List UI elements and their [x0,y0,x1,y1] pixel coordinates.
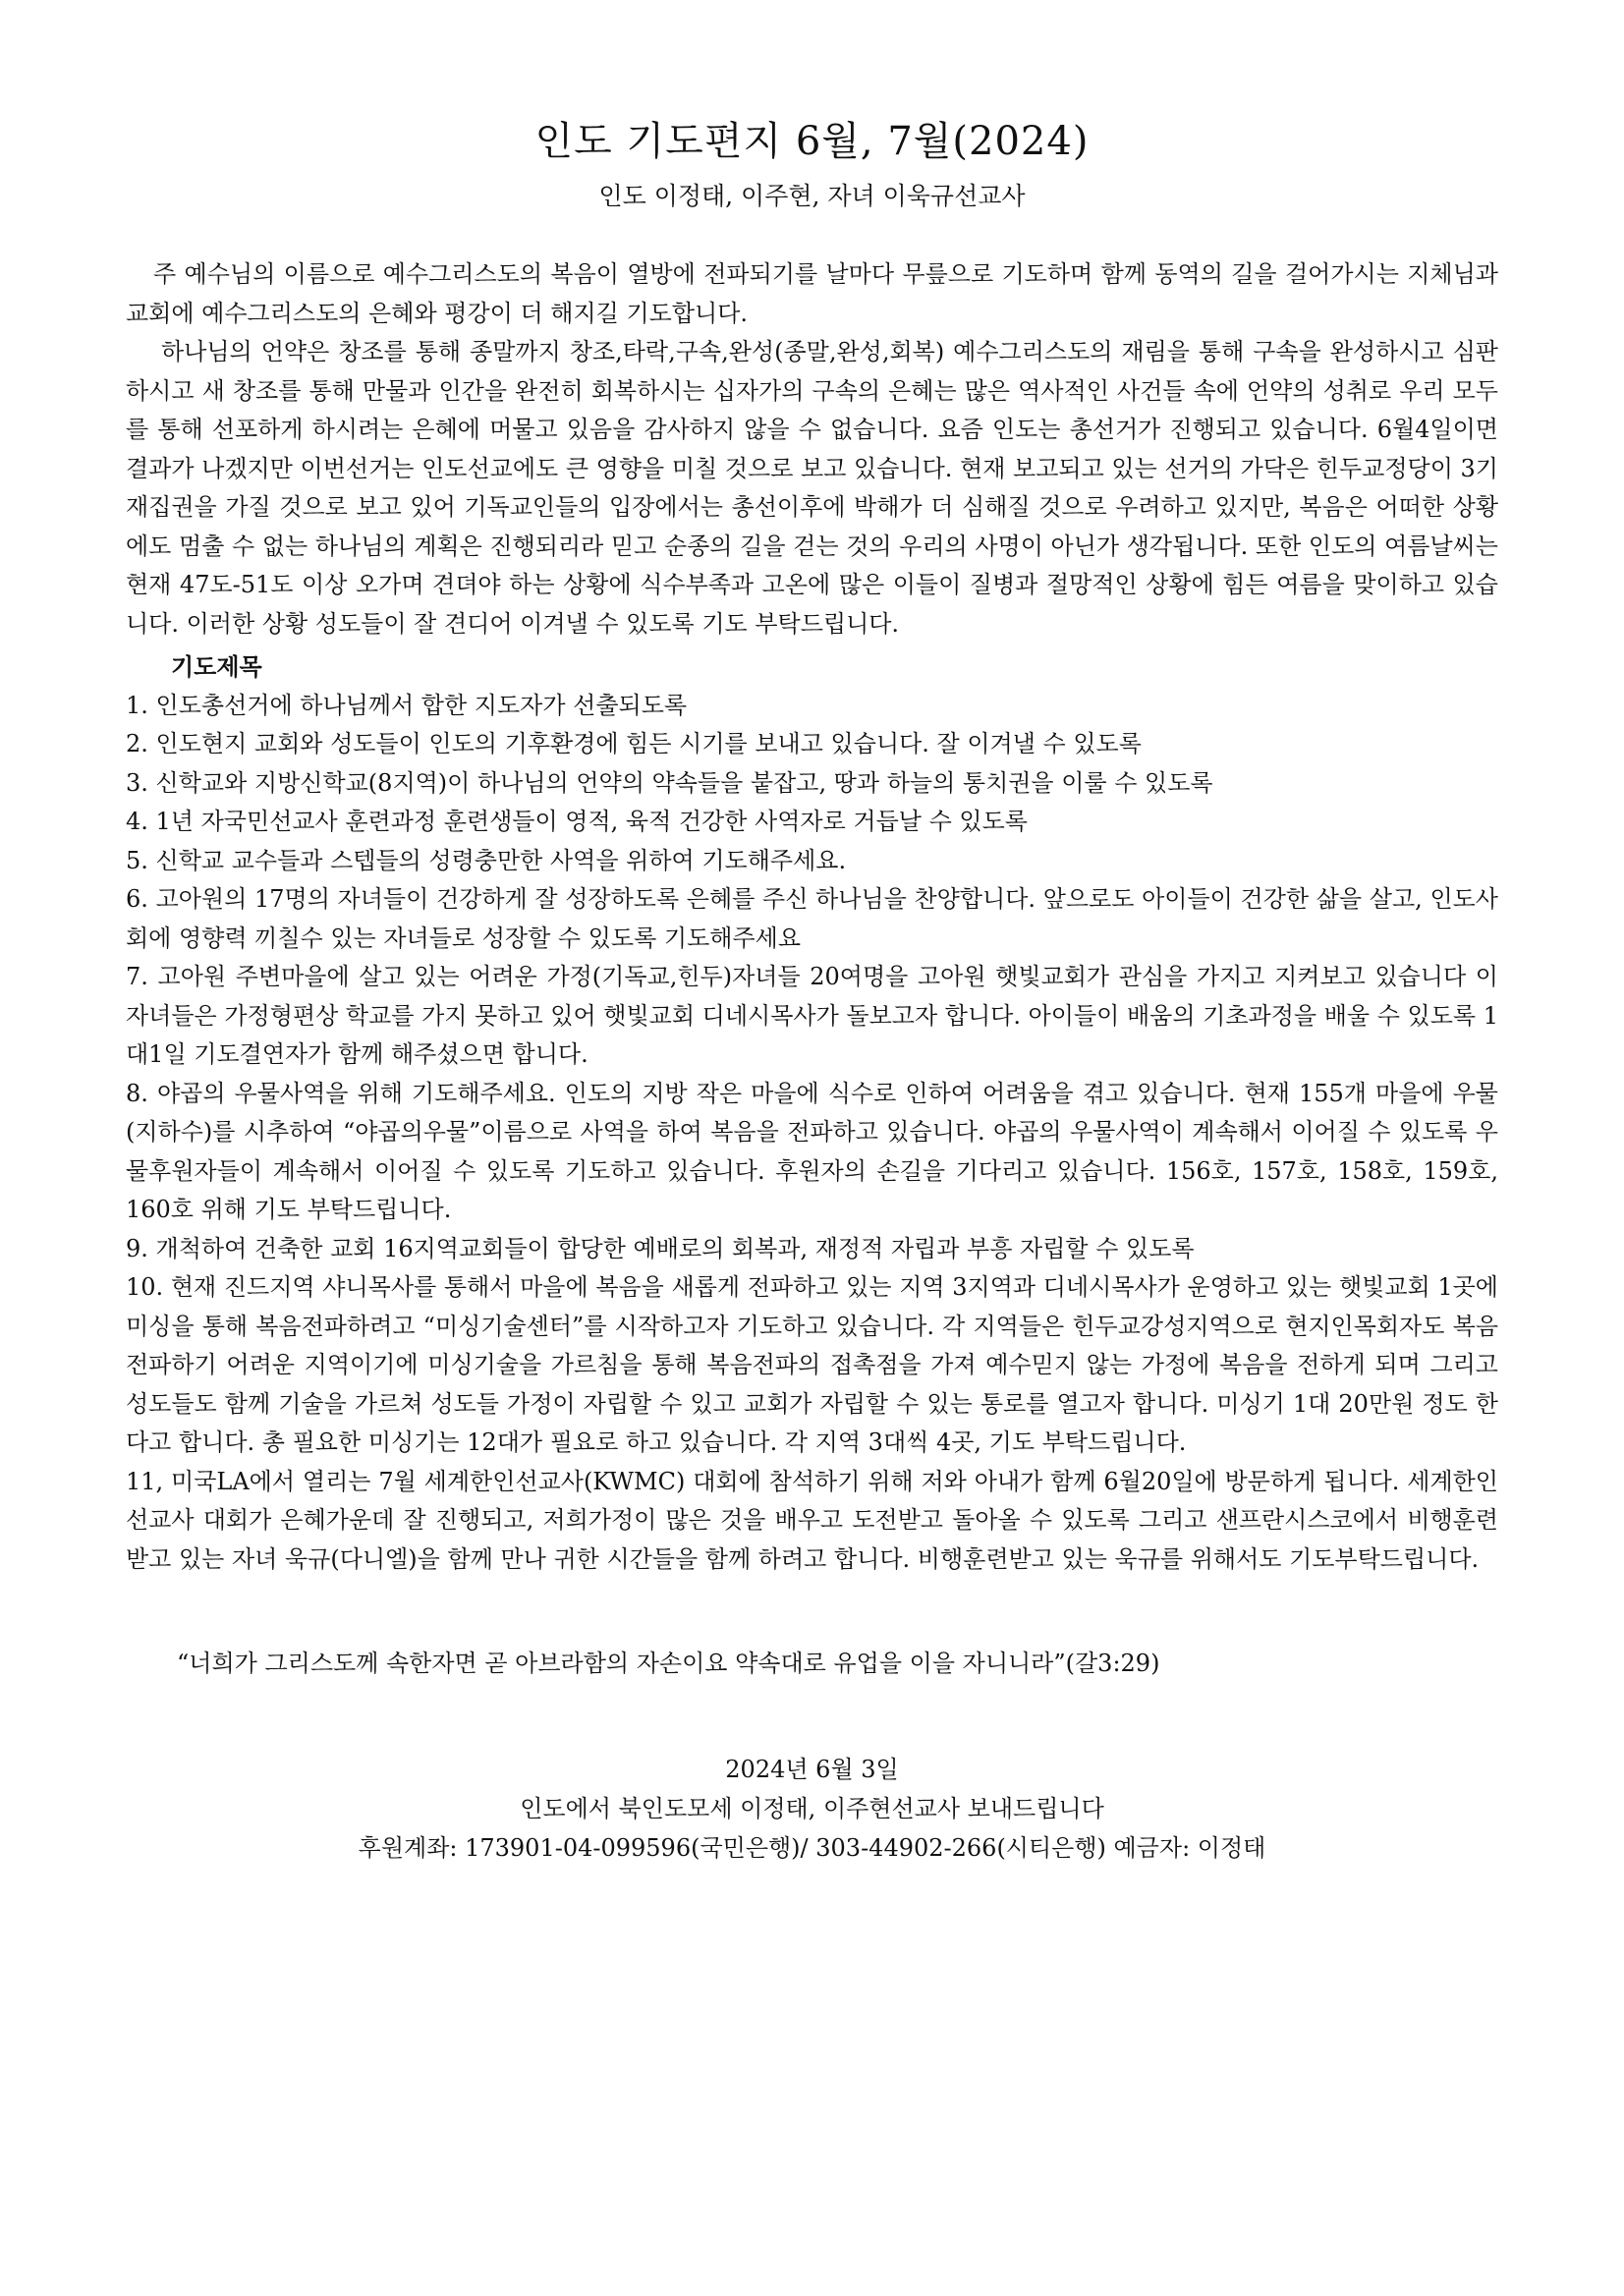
prayer-item: 11, 미국LA에서 열리는 7월 세계한인선교사(KWMC) 대회에 참석하기 위해 저와 아내가 함께 6월20일에 방문하게 됩니다. 세계한인선교사 대회가 은혜가운데 잘 진행되고, 저희가정이 많은 것을 배우고 도전받고 돌아올 수 있도록 그리고 샌프란시스코에서 비행훈련받고 있는 자녀 욱규(다니엘)을 함께 만나 귀한 시간들을 함께 하려고 합니다. 비행훈련받고 있는 욱규를 위해서도 기도부탁드립니다. [126,1467,1498,1573]
prayer-item: 2. 인도현지 교회와 성도들이 인도의 기후환경에 힘든 시기를 보내고 있습니다. 잘 이겨낼 수 있도록 [126,730,1142,757]
letter-title: 인도 기도편지 6월, 7월(2024) [534,119,1090,164]
letter-sender: 인도에서 북인도모세 이정태, 이주현선교사 보내드립니다 [520,1795,1104,1822]
prayer-list [126,687,1498,1580]
greeting-paragraph: 주 예수님의 이름으로 예수그리스도의 복음이 열방에 전파되기를 날마다 무릎으로 기도하며 함께 동역의 길을 걸어가시는 지체님과 교회에 예수그리스도의 은혜와 평강이 더 해지길 기도합니다. [126,260,1498,327]
prayer-item: 6. 고아원의 17명의 자녀들이 건강하게 잘 성장하도록 은혜를 주신 하나님을 찬양합니다. 앞으로도 아이들이 건강한 삶을 살고, 인도사회에 영향력 끼칠수 있는 자녀들로 성장할 수 있도록 기도해주세요 [126,885,1498,952]
prayer-item: 9. 개척하여 건축한 교회 16지역교회들이 합당한 예배로의 회복과, 재정적 자립과 부흥 자립할 수 있도록 [126,1234,1195,1262]
prayer-item: 1. 인도총선거에 하나님께서 합한 지도자가 선출되도록 [126,691,688,719]
letter-footer [126,1750,1498,1868]
prayer-item: 3. 신학교와 지방신학교(8지역)이 하나님의 언약의 약속들을 붙잡고, 땅과 하늘의 통치권을 이룰 수 있도록 [126,768,1213,797]
donation-account: 후원계좌: 173901-04-099596(국민은행)/ 303-44902-266(시티은행) 예금자: 이정태 [358,1834,1266,1862]
prayer-item: 10. 현재 진드지역 샤니목사를 통해서 마을에 복음을 새롭게 전파하고 있는 지역 3지역과 디네시목사가 운영하고 있는 햇빛교회 1곳에 미싱을 통해 복음전파하려고 “미싱기술센터”를 시작하고자 기도하고 있습니다. 각 지역들은 힌두교강성지역으로 현지인목회자도 복음전파하기 어려운 지역이기에 미싱기술을 가르침을 통해 복음전파의 접촉점을 가져 예수믿지 않는 가정에 복음을 전하게 되며 그리고 성도들도 함께 기술을 가르쳐 성도들 가정이 자립할 수 있고 교회가 자립할 수 있는 통로를 열고자 합니다. 미싱기 1대 20만원 정도 한다고 합니다. 총 필요한 미싱기는 12대가 필요로 하고 있습니다. 각 지역 3대씩 4곳, 기도 부탁드립니다. [126,1273,1498,1456]
prayer-item: 5. 신학교 교수들과 스텝들의 성령충만한 사역을 위하여 기도해주세요. [126,846,847,874]
letter-date: 2024년 6월 3일 [725,1756,899,1783]
prayer-item: 7. 고아원 주변마을에 살고 있는 어려운 가정(기독교,힌두)자녀들 20여명을 고아원 햇빛교회가 관심을 가지고 지켜보고 있습니다 이 자녀들은 가정형편상 학교를 가지 못하고 있어 햇빛교회 디네시목사가 돌보고자 합니다. 아이들이 배움의 기초과정을 배울 수 있도록 1대1일 기도결연자가 함께 해주셨으면 합니다. [126,963,1498,1068]
prayer-item: 8. 야곱의 우물사역을 위해 기도해주세요. 인도의 지방 작은 마을에 식수로 인하여 어려움을 겪고 있습니다. 현재 155개 마을에 우물(지하수)를 시추하여 “야곱의우물”이름으로 사역을 하여 복음을 전파하고 있습니다. 야곱의 우물사역이 계속해서 이어질 수 있도록 우물후원자들이 계속해서 이어질 수 있도록 기도하고 있습니다. 후원자의 손길을 기다리고 있습니다. 156호, 157호, 158호, 159호, 160호 위해 기도 부탁드립니다. [126,1079,1498,1223]
prayer-item: 4. 1년 자국민선교사 훈련과정 훈련생들이 영적, 육적 건강한 사역자로 거듭날 수 있도록 [126,808,1028,835]
bible-verse: “너희가 그리스도께 속한자면 곧 아브라함의 자손이요 약속대로 유업을 이을 자니니라”(갈3:29) [177,1650,1160,1677]
letter-subtitle: 인도 이정태, 이주현, 자녀 이욱규선교사 [598,182,1026,210]
news-paragraph: 하나님의 언약은 창조를 통해 종말까지 창조,타락,구속,완성(종말,완성,회복) 예수그리스도의 재림을 통해 구속을 완성하시고 심판하시고 새 창조를 통해 만물과 인간을 완전히 회복하시는 십자가의 구속의 은혜는 많은 역사적인 사건들 속에 언약의 성취로 우리 모두를 통해 선포하게 하시려는 은혜에 머물고 있음을 감사하지 않을 수 없습니다. 요즘 인도는 총선거가 진행되고 있습니다. 6월4일이면 결과가 나겠지만 이번선거는 인도선교에도 큰 영향을 미칠 것으로 보고 있습니다. 현재 보고되고 있는 선거의 가닥은 힌두교정당이 3기 재집권을 가질 것으로 보고 있어 기독교인들의 입장에서는 총선이후에 박해가 더 심해질 것으로 우려하고 있지만, 복음은 어떠한 상황에도 멈출 수 없는 하나님의 계획은 진행되리라 믿고 순종의 길을 걷는 것의 우리의 사명이 아닌가 생각됩니다. 또한 인도의 여름날씨는 현재 47도-51도 이상 오가며 견뎌야 하는 상황에 식수부족과 고온에 많은 이들이 질병과 절망적인 상황에 힘든 여름을 맞이하고 있습니다. 이러한 상황 성도들이 잘 견디어 이겨낼 수 있도록 기도 부탁드립니다. [126,338,1498,638]
prayer-heading: 기도제목 [171,652,262,681]
